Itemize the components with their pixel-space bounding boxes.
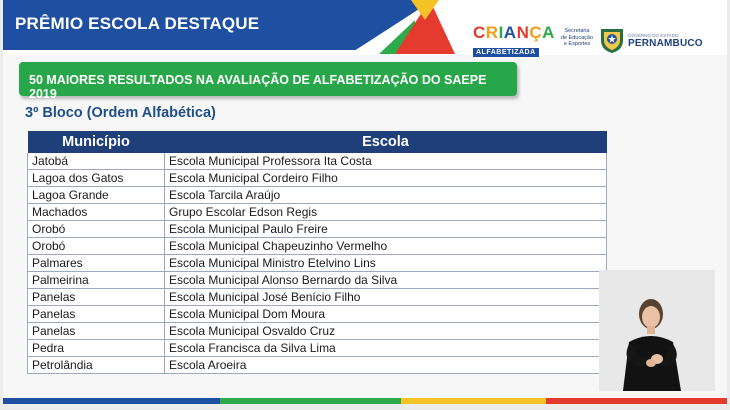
- block-title: 3º Bloco (Ordem Alfabética): [25, 105, 216, 121]
- cell-municipio: Orobó: [28, 238, 165, 255]
- cell-escola: Escola Municipal Alonso Bernardo da Silva: [165, 272, 607, 289]
- cell-escola: Escola Municipal Ministro Etelvino Lins: [165, 255, 607, 272]
- table-row: [28, 289, 607, 306]
- table-row: [28, 204, 607, 221]
- cell-escola: Escola Municipal Chapeuzinho Vermelho: [165, 238, 607, 255]
- cell-escola: Escola Municipal Paulo Freire: [165, 221, 607, 238]
- cell-municipio: Panelas: [28, 323, 165, 340]
- table-row: [28, 272, 607, 289]
- pernambuco-seal-icon: [599, 26, 625, 54]
- table-header-row: [28, 131, 607, 153]
- cell-escola: Escola Municipal José Benício Filho: [165, 289, 607, 306]
- col-header-municipio: Município: [28, 131, 165, 153]
- cell-escola: Escola Municipal Osvaldo Cruz: [165, 323, 607, 340]
- table-row: [28, 238, 607, 255]
- cell-municipio: Jatobá: [28, 153, 165, 170]
- pernambuco-logo: [628, 32, 703, 49]
- table-row: [28, 340, 607, 357]
- table-row: [28, 255, 607, 272]
- table-row: [28, 170, 607, 187]
- cell-municipio: Orobó: [28, 221, 165, 238]
- page-title: PRÊMIO ESCOLA DESTAQUE: [15, 14, 260, 33]
- cell-escola: Escola Aroeira: [165, 357, 607, 374]
- crianca-logo-word: CRIANÇA: [473, 23, 555, 42]
- cell-municipio: Pedra: [28, 340, 165, 357]
- banner-text: 50 MAIORES RESULTADOS NA AVALIAÇÃO DE ALFABETIZAÇÃO DO SAEPE 2019: [29, 73, 487, 101]
- cell-municipio: Palmeirina: [28, 272, 165, 289]
- header: [3, 0, 727, 55]
- table-row: [28, 323, 607, 340]
- table-row: [28, 306, 607, 323]
- cell-municipio: Machados: [28, 204, 165, 221]
- cell-escola: Escola Municipal Professora Ita Costa: [165, 153, 607, 170]
- cell-escola: Escola Tarcila Araújo: [165, 187, 607, 204]
- table-body: [28, 153, 607, 374]
- state-name: PERNAMBUCO: [628, 38, 703, 49]
- table-row: [28, 153, 607, 170]
- cell-municipio: Lagoa dos Gatos: [28, 170, 165, 187]
- results-banner: [19, 62, 517, 101]
- cell-escola: Escola Francisca da Silva Lima: [165, 340, 607, 357]
- col-header-escola: Escola: [165, 131, 607, 153]
- bottom-color-strip: [3, 398, 727, 404]
- crianca-alfabetizada-logo: [473, 24, 553, 58]
- cell-municipio: Panelas: [28, 289, 165, 306]
- cell-municipio: Petrolândia: [28, 357, 165, 374]
- cell-municipio: Palmares: [28, 255, 165, 272]
- table-row: [28, 357, 607, 374]
- cell-escola: Grupo Escolar Edson Regis: [165, 204, 607, 221]
- cell-municipio: Panelas: [28, 306, 165, 323]
- cell-escola: Escola Municipal Dom Moura: [165, 306, 607, 323]
- secretaria-logo: Secretaria de Educação e Esportes: [560, 28, 594, 47]
- cell-escola: Escola Municipal Cordeiro Filho: [165, 170, 607, 187]
- slide: [3, 0, 727, 404]
- cell-municipio: Lagoa Grande: [28, 187, 165, 204]
- schools-table: [27, 131, 607, 374]
- sign-language-interpreter: [599, 270, 715, 391]
- table-row: [28, 221, 607, 238]
- crianca-logo-sub: ALFABETIZADA: [473, 48, 539, 57]
- table-row: [28, 187, 607, 204]
- state-tag: GOVERNO DO ESTADO: [628, 33, 679, 38]
